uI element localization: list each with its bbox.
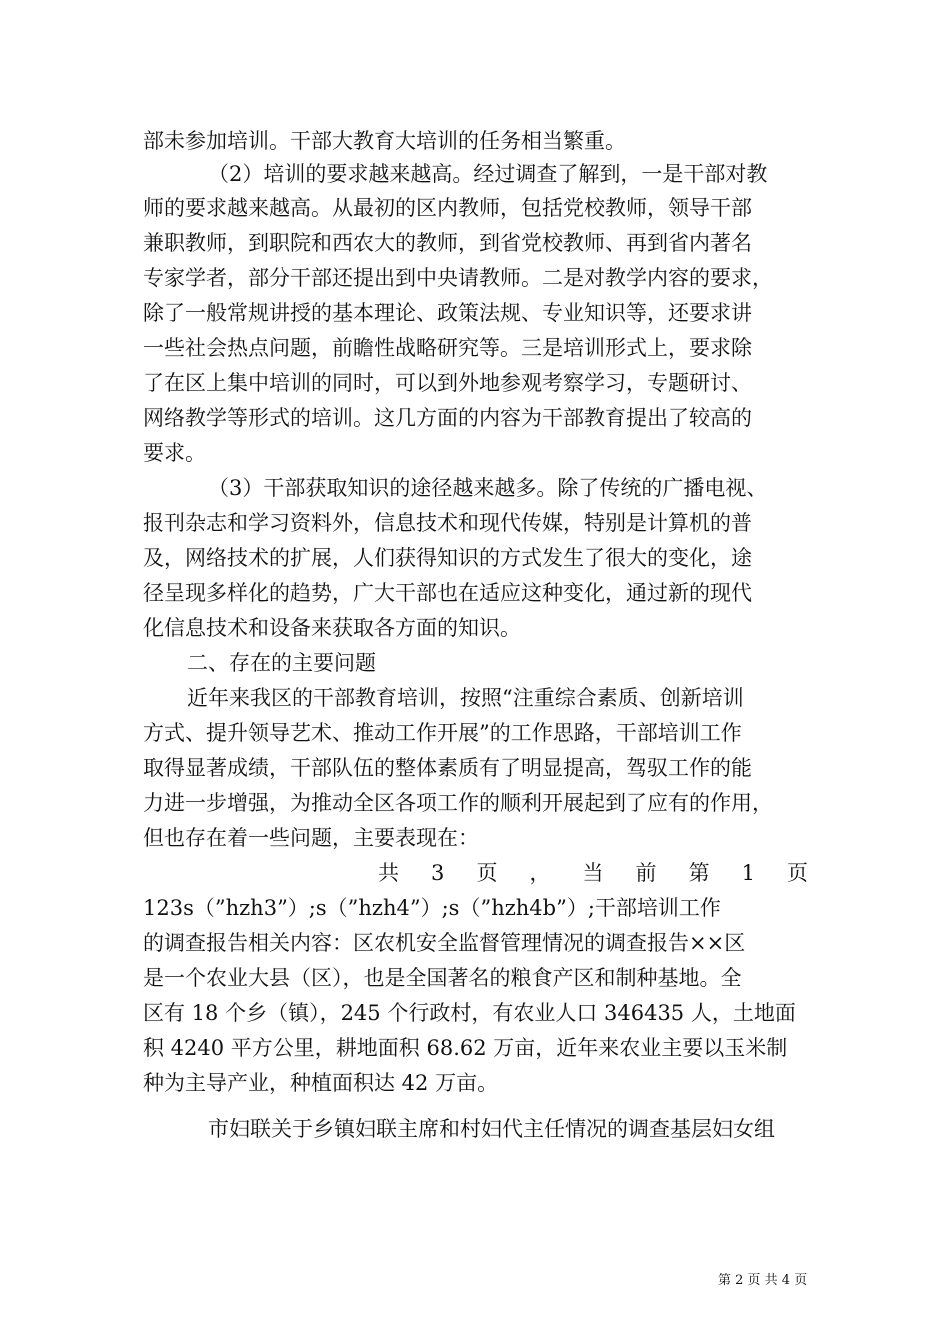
text-line: 积 4240 平方公里，耕地面积 68.62 万亩，近年来农业主要以玉米制 [143, 1036, 788, 1060]
text-line: 取得显著成绩，干部队伍的整体素质有了明显提高，驾驭工作的能 [143, 756, 752, 780]
text-line: 除了一般常规讲授的基本理论、政策法规、专业知识等，还要求讲 [143, 301, 752, 325]
page-count-token: 页 [476, 861, 498, 885]
text-line: （2）培训的要求越来越高。经过调查了解到，一是干部对教 [208, 162, 768, 186]
text-line: 是一个农业大县（区），也是全国著名的粮食产区和制种基地。全 [143, 966, 742, 990]
page-footer: 第 2 页 共 4 页 [718, 1273, 808, 1288]
section-heading: 二、存在的主要问题 [187, 651, 376, 675]
text-line: 了在区上集中培训的同时，可以到外地参观考察学习，专题研讨、 [143, 371, 752, 395]
page-count-line [378, 859, 808, 887]
text-line: 种为主导产业，种植面积达 42 万亩。 [143, 1071, 499, 1095]
text-line: 力进一步增强，为推动全区各项工作的顺利开展起到了应有的作用， [143, 791, 773, 815]
page-count-token: 共 [378, 861, 399, 885]
text-line: 123s（”hzh3”）;s（”hzh4”）;s（”hzh4b”）;干部培训工作 [143, 896, 721, 920]
page-count-token: 3 [431, 861, 445, 885]
text-line: 要求。 [143, 441, 206, 465]
text-line: 部未参加培训。干部大教育大培训的任务相当繁重。 [143, 129, 626, 153]
text-line: 方式、提升领导艺术、推动工作开展”的工作思路，干部培训工作 [143, 721, 742, 745]
page-count-token: 页 [787, 861, 808, 885]
text-line: 兼职教师，到职院和西农大的教师，到省党校教师、再到省内著名 [143, 231, 752, 255]
text-line: 市妇联关于乡镇妇联主席和村妇代主任情况的调查基层妇女组 [208, 1117, 775, 1141]
text-line: 区有 18 个乡（镇），245 个行政村，有农业人口 346435 人，土地面 [143, 1001, 796, 1025]
text-line: 网络教学等形式的培训。这几方面的内容为干部教育提出了较高的 [143, 406, 752, 430]
text-line: 及，网络技术的扩展，人们获得知识的方式发生了很大的变化，途 [143, 546, 752, 570]
text-line: 化信息技术和设备来获取各方面的知识。 [143, 616, 521, 640]
text-line: 但也存在着一些问题，主要表现在： [143, 826, 479, 850]
text-line: 师的要求越来越高。从最初的区内教师，包括党校教师，领导干部 [143, 196, 752, 220]
text-line: （3）干部获取知识的途径越来越多。除了传统的广播电视、 [208, 476, 768, 500]
page-count-token: 第 [688, 861, 710, 885]
page-count-token: 当 [582, 861, 604, 885]
text-line: 一些社会热点问题，前瞻性战略研究等。三是培训形式上，要求除 [143, 336, 752, 360]
page-count-token: 1 [741, 861, 755, 885]
page-count-token: 前 [635, 861, 657, 885]
text-line: 近年来我区的干部教育培训，按照“注重综合素质、创新培训 [187, 686, 744, 710]
text-line: 报刊杂志和学习资料外，信息技术和现代传媒，特别是计算机的普 [143, 511, 752, 535]
page-count-token: ， [529, 861, 551, 885]
text-line: 径呈现多样化的趋势，广大干部也在适应这种变化，通过新的现代 [143, 581, 752, 605]
text-line: 专家学者，部分干部还提出到中央请教师。二是对教学内容的要求， [143, 266, 773, 290]
text-line: 的调查报告相关内容：区农机安全监督管理情况的调查报告××区 [143, 931, 746, 955]
